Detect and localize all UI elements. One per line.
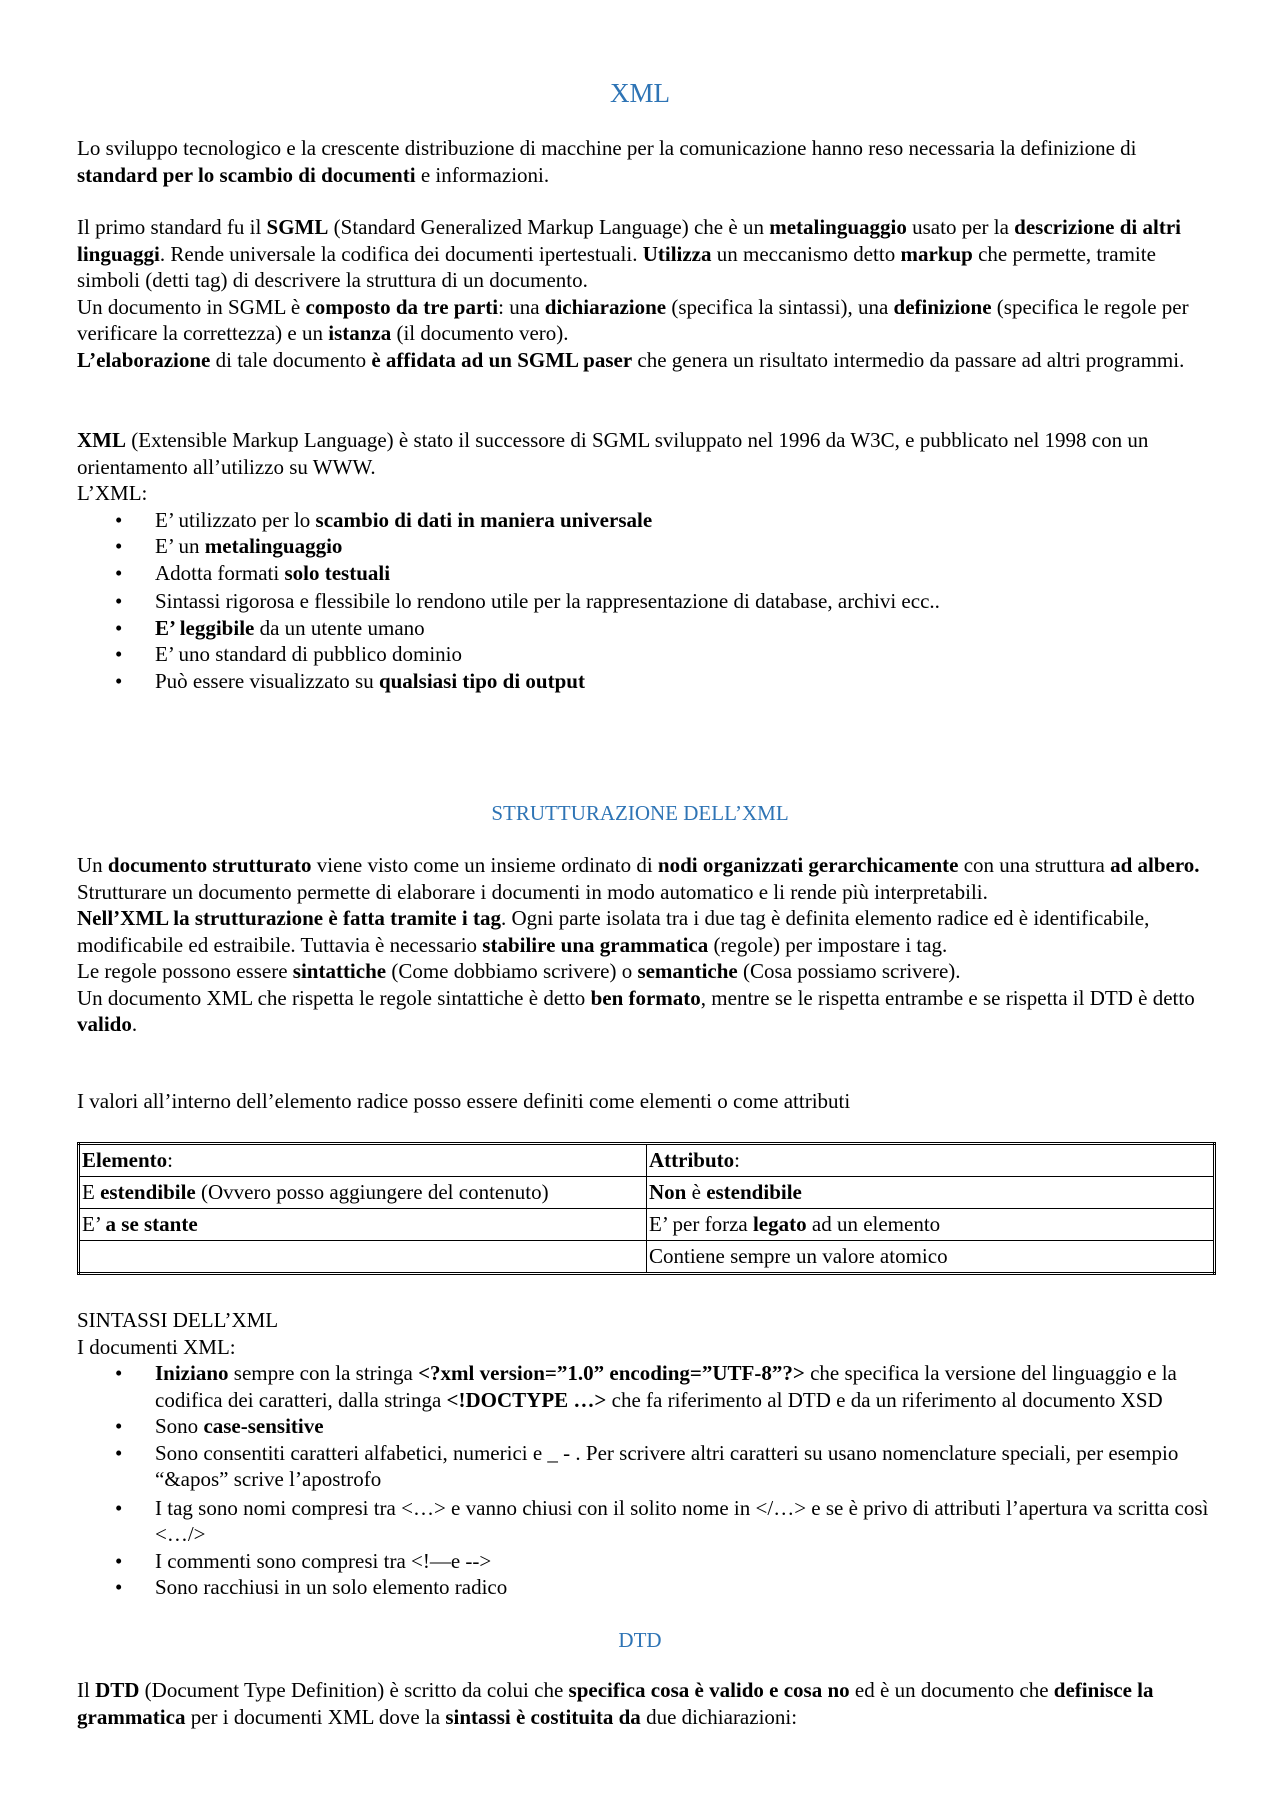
text-run: Sintassi rigorosa e flessibile lo rendono utile per la rappresentazione di database, archivi ecc.. (155, 589, 940, 613)
table-cell (79, 1177, 647, 1209)
bold-text: è affidata ad un SGML paser (371, 347, 633, 372)
text-run: (specifica la sintassi), una (666, 294, 894, 319)
bold-text: <!DOCTYPE …> (446, 1387, 607, 1412)
table-cell (647, 1177, 1215, 1209)
bold-text: Non (649, 1180, 687, 1205)
bold-text: qualsiasi tipo di output (378, 668, 585, 693)
text-run: I commenti sono compresi tra <!—e --> (155, 1548, 492, 1573)
list-item (77, 1574, 1217, 1601)
list-item (77, 1548, 1217, 1575)
section-heading-strutturazione: STRUTTURAZIONE DELL’XML (491, 801, 789, 825)
text-run: (il documento vero). (391, 321, 569, 345)
bold-text: documento strutturato (107, 853, 312, 877)
bold-text: definisce la grammatica (77, 1678, 1154, 1729)
text-run: Può essere visualizzato su (155, 668, 379, 693)
text-run: . Ogni parte isolata tra i due tag è definita elemento radice ed è identificabile, modificabile ed estraibile. Tuttavia è necessario (77, 906, 1150, 957)
bold-text: specifica cosa è valido e cosa no (568, 1678, 850, 1702)
bold-text: Elemento (82, 1148, 168, 1173)
list-item (77, 1495, 1217, 1548)
xml-section (77, 427, 1217, 694)
bold-text: standard per lo scambio di documenti (77, 162, 416, 187)
bold-text: a se stante (105, 1212, 198, 1237)
list-item (77, 641, 1217, 668)
sgml-parts-paragraph (77, 294, 1217, 347)
sgml-elaboration-paragraph (77, 347, 1217, 374)
table-header-cell (647, 1144, 1215, 1177)
text-run: Un documento XML che rispetta le regole sintattiche è detto (77, 985, 591, 1010)
bold-text: dichiarazione (544, 294, 667, 319)
sintassi-list (77, 1360, 1217, 1601)
table-row (79, 1241, 1215, 1274)
text-run: E’ utilizzato per lo (155, 507, 316, 532)
text-run: di tale documento (210, 347, 372, 372)
list-item (77, 560, 1217, 587)
list-item (77, 533, 1217, 560)
text-run: Sono racchiusi in un solo elemento radico (155, 1575, 508, 1599)
sintassi-label: I documenti XML: (77, 1334, 236, 1359)
strutturazione-paragraph-1 (77, 852, 1217, 879)
text-run: (Standard Generalized Markup Language) che è un (328, 215, 770, 239)
text-run: E’ per forza (649, 1212, 753, 1237)
text-run: Il primo standard fu il (77, 215, 267, 239)
bold-text: Iniziano (155, 1361, 229, 1385)
text-run: usato per la (906, 215, 1015, 239)
list-item (77, 1413, 1217, 1440)
text-run: un meccanismo detto (711, 241, 901, 266)
text-run: (Cosa possiamo scrivere). (737, 959, 961, 983)
bold-text: DTD (95, 1678, 140, 1702)
table-cell (79, 1241, 647, 1274)
bold-text: scambio di dati in maniera universale (315, 507, 653, 532)
bold-text: ben formato (590, 985, 701, 1010)
text-run: e informazioni. (415, 162, 550, 187)
dtd-paragraph (77, 1677, 1217, 1730)
text-run: E’ uno standard di pubblico dominio (155, 642, 462, 666)
text-run: (regole) per impostare i tag. (708, 932, 948, 957)
text-run: che specifica la versione del linguaggio e la codifica dei caratteri, dalla stringa (155, 1361, 1177, 1412)
text-run: viene visto come un insieme ordinato di (311, 853, 658, 877)
bold-text: stabilire una grammatica (482, 932, 709, 957)
table-row (79, 1209, 1215, 1241)
text-run: Sono (155, 1414, 204, 1438)
xml-paragraph (77, 427, 1217, 480)
list-item (77, 507, 1217, 534)
strutturazione-paragraph-5 (77, 985, 1217, 1038)
bold-text: markup (900, 241, 973, 266)
list-item (77, 1440, 1217, 1493)
bold-text: SGML (266, 215, 329, 239)
bold-text: L’elaborazione (77, 347, 211, 372)
bold-text: composto da tre parti (305, 294, 499, 319)
bold-text: Attributo (649, 1148, 735, 1173)
text-run: ad un elemento (806, 1212, 941, 1237)
bold-text: estendibile (706, 1180, 802, 1205)
bold-text: ad albero. (1110, 853, 1200, 877)
bold-text: sintattiche (292, 959, 387, 983)
text-run: : una (498, 294, 545, 319)
list-item (77, 668, 1217, 695)
bold-text: <?xml version=”1.0” encoding=”UTF-8”?> (418, 1361, 805, 1385)
bold-text: E’ leggibile (155, 615, 255, 640)
text-run: che permette, tramite simboli (detti tag) di descrivere la struttura di un documento. (77, 241, 1156, 292)
text-run: che genera un risultato intermedio da passare ad altri programmi. (632, 347, 1185, 372)
bold-text: definizione (893, 294, 992, 319)
sgml-section (77, 214, 1217, 373)
text-run: Un (77, 853, 108, 877)
list-item (77, 615, 1217, 642)
text-run: Sono consentiti caratteri alfabetici, numerici e _ - . Per scrivere altri caratteri su usano nomenclature speciali, per esempio “&apos” scrive l’apostrofo (155, 1440, 1179, 1491)
bold-text: semantiche (637, 959, 738, 983)
bold-text: valido (77, 1012, 132, 1036)
text-run: Un documento in SGML è (77, 294, 306, 319)
text-run: E’ (82, 1212, 106, 1237)
text-run: , mentre se le rispetta entrambe e se rispetta il DTD è detto (700, 985, 1195, 1010)
bold-text: metalinguaggio (204, 534, 343, 558)
text-run: Lo sviluppo tecnologico e la crescente distribuzione di macchine per la comunicazione hanno reso necessaria la definizione di (77, 136, 1137, 160)
strutturazione-paragraph-6: I valori all’interno dell’elemento radice posso essere definiti come elementi o come attributi (77, 1089, 851, 1113)
text-run: (Extensible Markup Language) è stato il successore di SGML sviluppato nel 1996 da W3C, e pubblicato nel 1998 con un orientamento all’utilizzo su WWW. (77, 428, 1149, 479)
bold-text: Utilizza (642, 241, 712, 266)
bold-text: istanza (328, 321, 392, 345)
text-run: : (734, 1148, 741, 1173)
text-run: (Document Type Definition) è scritto da colui che (139, 1678, 569, 1702)
text-run: due dichiarazioni: (640, 1704, 798, 1729)
table-header-cell (79, 1144, 647, 1177)
bold-text: case-sensitive (203, 1414, 324, 1438)
strutturazione-paragraph-3 (77, 905, 1217, 958)
text-run: è (686, 1180, 707, 1205)
xml-list-label: L’XML: (77, 481, 148, 505)
bold-text: sintassi è costituita da (445, 1704, 641, 1729)
bold-text: nodi organizzati gerarchicamente (657, 853, 959, 877)
list-item (77, 588, 1217, 615)
table-header-row (79, 1144, 1215, 1177)
text-run: da un utente umano (254, 615, 425, 640)
text-run: : (167, 1148, 173, 1173)
bold-text: estendibile (100, 1180, 196, 1205)
list-item (77, 1360, 1217, 1413)
text-run: E (82, 1180, 101, 1205)
table-cell (647, 1209, 1215, 1241)
text-run: (Ovvero posso aggiungere del contenuto) (195, 1180, 549, 1205)
table-row (79, 1177, 1215, 1209)
text-run: che fa riferimento al DTD e da un riferimento al documento XSD (606, 1387, 1163, 1412)
text-run: Adotta formati (155, 560, 285, 585)
sgml-paragraph (77, 214, 1217, 294)
text-run: . (131, 1012, 138, 1036)
bold-text: legato (752, 1212, 807, 1237)
intro-paragraph-1 (77, 135, 1217, 188)
table-cell (79, 1209, 647, 1241)
bold-text: metalinguaggio (769, 215, 907, 239)
section-heading-dtd: DTD (618, 1628, 662, 1652)
text-run: (Come dobbiamo scrivere) o (386, 959, 638, 983)
bold-text: solo testuali (284, 560, 391, 585)
strutturazione-paragraph-2: Strutturare un documento permette di elaborare i documenti in modo automatico e li rende più interpretabili. (77, 879, 988, 904)
sintassi-title: SINTASSI DELL’XML (77, 1308, 279, 1332)
text-run: per i documenti XML dove la (185, 1704, 446, 1729)
text-run: I tag sono nomi compresi tra <…> e vanno chiusi con il solito nome in </…> e se è privo di attributi l’apertura va scritta così <…/> (155, 1495, 1209, 1546)
xml-features-list (77, 507, 1217, 695)
text-run: E’ un (155, 534, 205, 558)
table-cell (647, 1241, 1215, 1274)
bold-text: XML (77, 428, 126, 452)
bold-text: Nell’XML la strutturazione è fatta tramite i tag (77, 906, 501, 930)
text-run: Le regole possono essere (77, 959, 293, 983)
strutturazione-paragraph-4 (77, 958, 1217, 985)
sintassi-section (77, 1307, 1217, 1601)
strutturazione-section (77, 852, 1217, 1038)
text-run: . Rende universale la codifica dei documenti ipertestuali. (159, 241, 643, 266)
text-run: ed è un documento che (849, 1678, 1054, 1702)
text-run: Contiene sempre un valore atomico (649, 1244, 948, 1269)
text-run: con una struttura (958, 853, 1111, 877)
text-run: Il (77, 1678, 96, 1702)
element-attribute-table (77, 1142, 1216, 1275)
text-run: sempre con la stringa (228, 1361, 419, 1385)
bold-text: descrizione di altri linguaggi (77, 215, 1181, 266)
document-title: XML (610, 78, 670, 108)
text-run: (specifica le regole per verificare la correttezza) e un (77, 294, 1189, 345)
